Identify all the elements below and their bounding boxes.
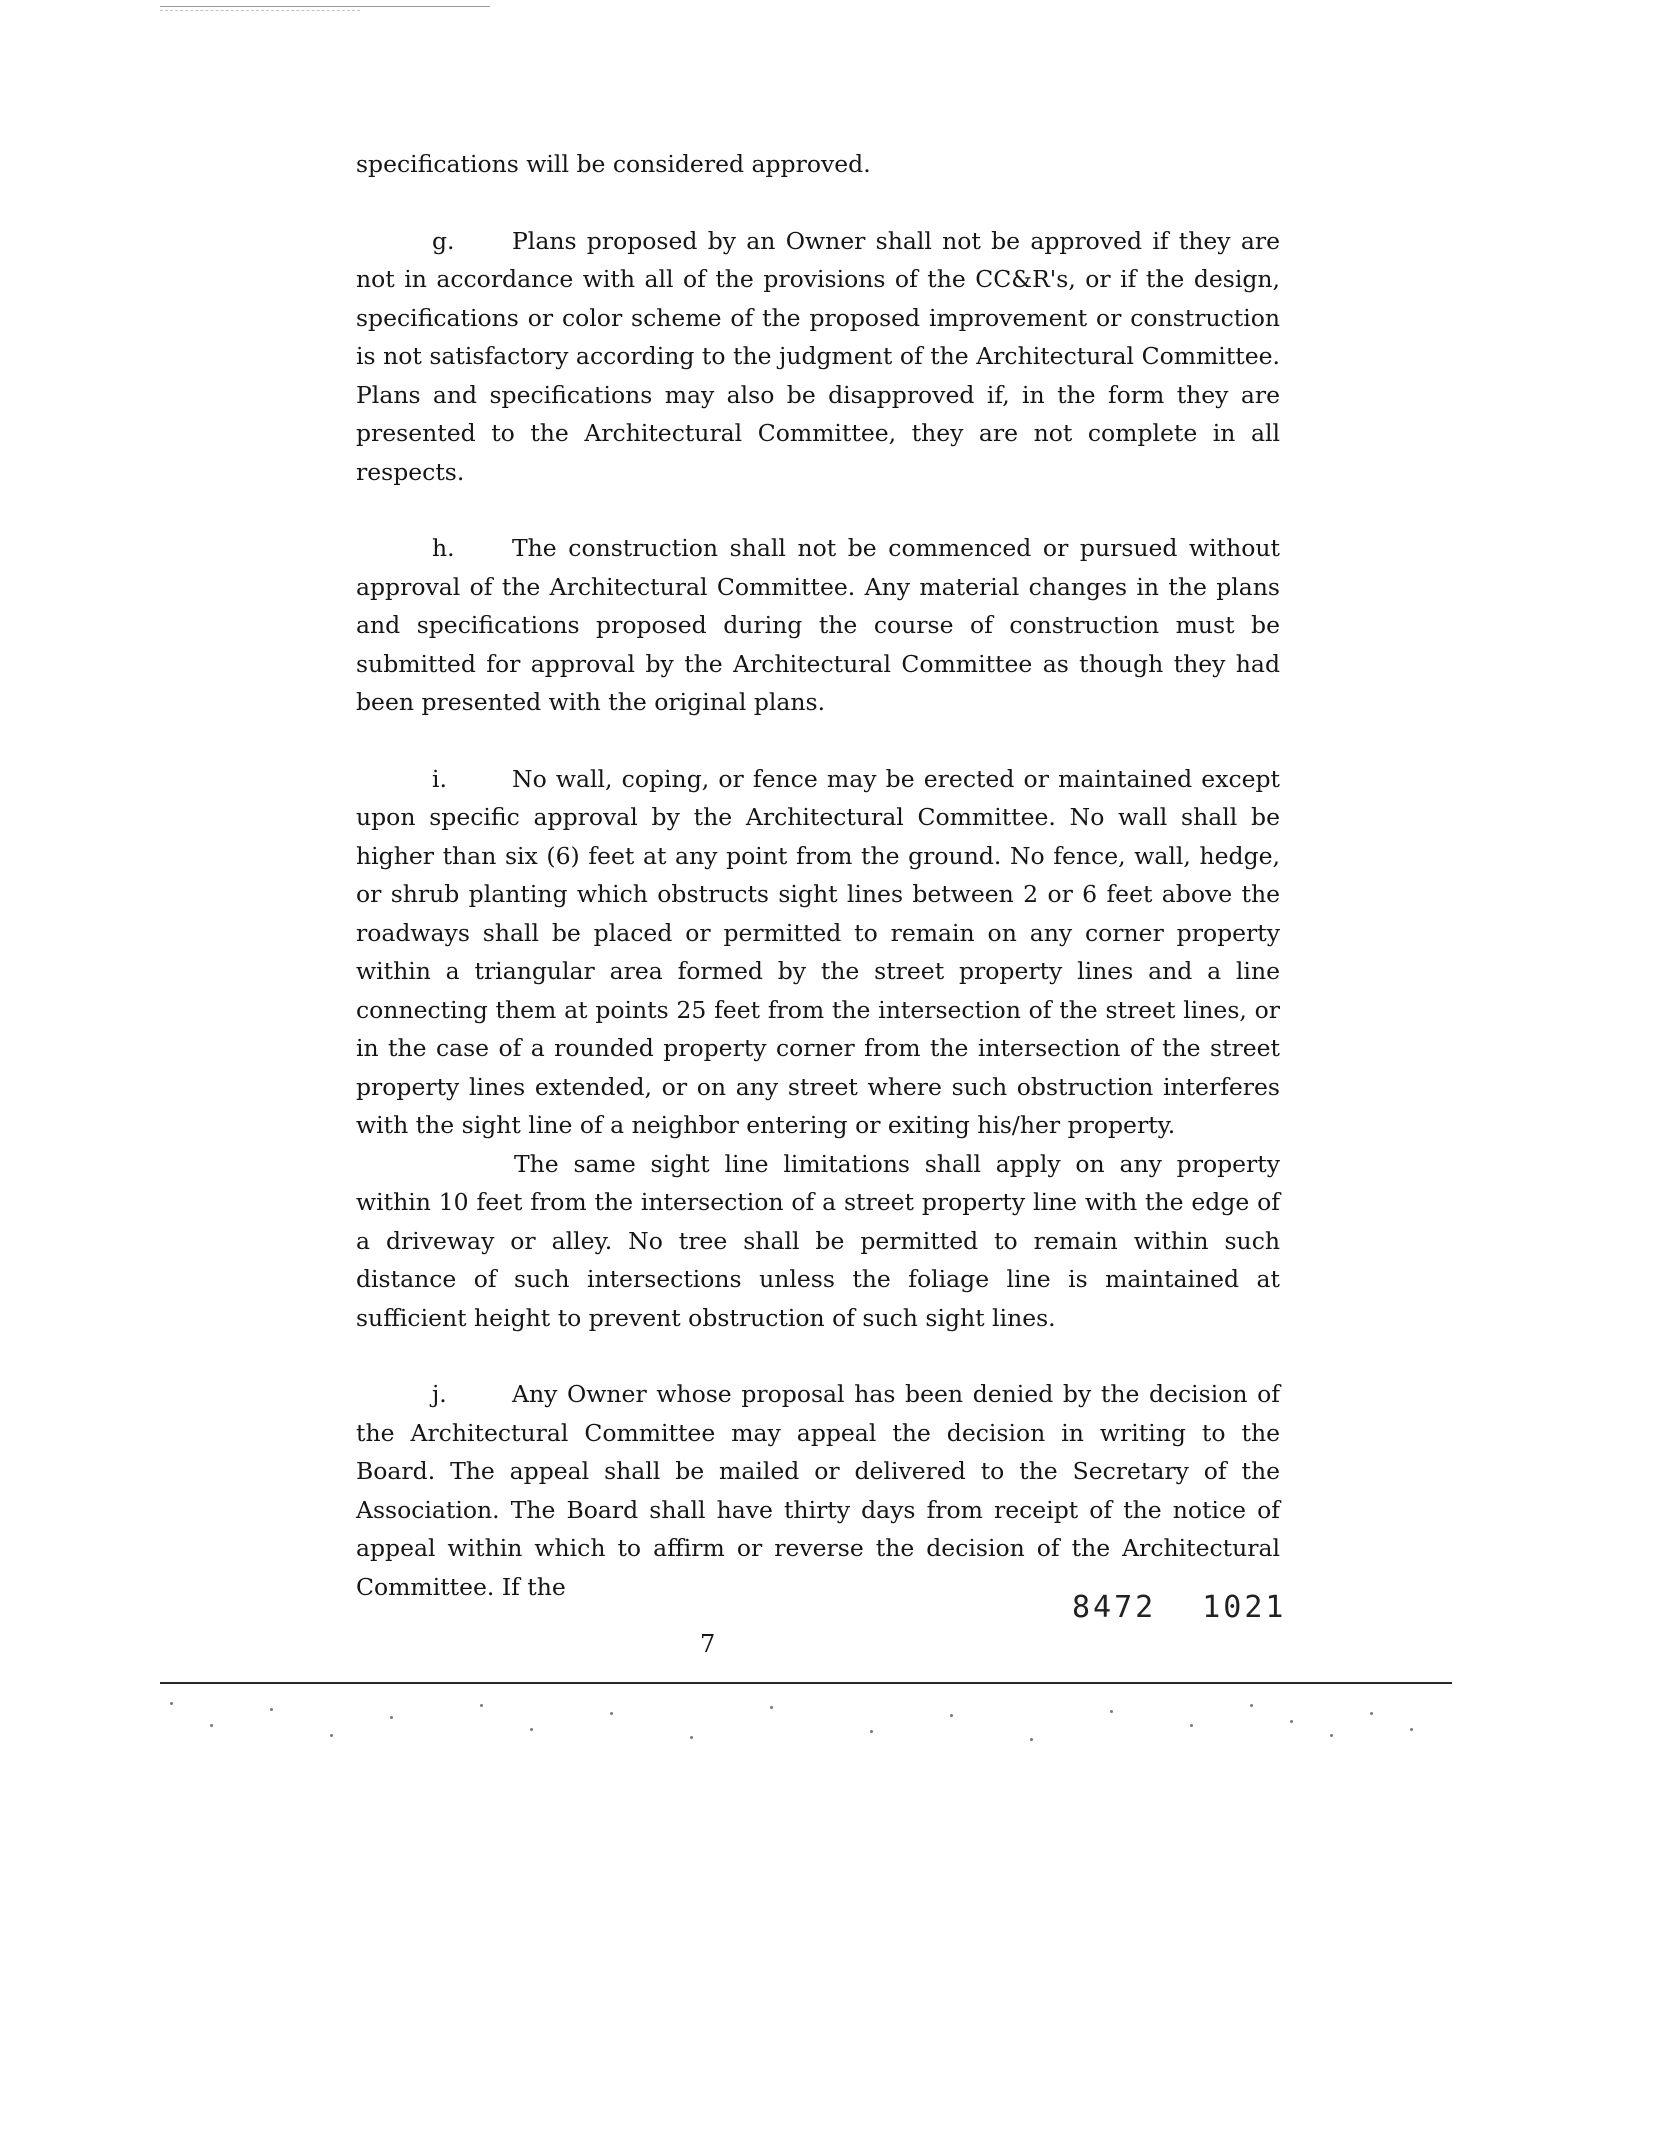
recording-book: 8472 [1072,1590,1157,1625]
scan-speck [330,1734,333,1737]
lead-line: specifications will be considered approved. [356,150,871,178]
page-number: 7 [700,1630,716,1658]
paragraph-g-label: g. [432,226,455,255]
paragraph-j-label: j. [432,1380,447,1408]
paragraph-h-text: The construction shall not be commenced or pursued without approval of the Architectural Committee. Any material changes in the plans and specifications proposed during the course of construction must be submitted for approval by the Architectural Committee as though they had been presented with the original plans. [356,534,1280,716]
scan-speck [1250,1704,1253,1707]
scan-speck [170,1702,173,1705]
recording-page: 1021 [1202,1590,1287,1625]
top-scan-line [160,6,490,7]
document-body [356,145,1280,1606]
scan-speck [1290,1720,1293,1723]
paragraph-i-label: i. [432,764,447,793]
scan-speck [1110,1710,1113,1713]
paragraph-g [356,222,1280,492]
scan-speck [390,1716,393,1719]
scan-speck [480,1704,483,1707]
scan-speck [1190,1724,1193,1727]
paragraph-h-label: h. [432,534,455,562]
paragraph-i-continuation: The same sight line limitations shall apply on any property within 10 feet from the intersection of a street property line with the edge of a driveway or alley. No tree shall be permitted to remain within such distance of such intersections unless the foliage line is maintained at sufficient height to prevent obstruction of such sight lines. [356,1149,1280,1332]
footer-rule [160,1682,1452,1684]
paragraph-j [356,1375,1280,1606]
scan-speck [530,1728,533,1731]
scan-speck [870,1730,873,1733]
paragraph-h [356,529,1280,722]
recording-reference [1072,1590,1287,1625]
paragraph-i-text: No wall, coping, or fence may be erected or maintained except upon specific approval by the Architectural Committee. No wall shall be higher than six (6) feet at any point from the ground. No fence, wall, hedge, or shrub planting which obstructs sight lines between 2 or 6 feet above the roadways shall be placed or permitted to remain on any corner property within a triangular area formed by the street property lines and a line connecting them at points 25 feet from the intersection of the street lines, or in the case of a rounded property corner from the intersection of the street property lines extended, or on any street where such obstruction interferes with the sight line of a neighbor entering or exiting his/her property. [356,764,1280,1139]
scan-speck [1370,1712,1373,1715]
scan-speck [210,1724,213,1727]
scan-speck [1410,1728,1413,1731]
scan-speck [270,1708,273,1711]
scan-speck [1330,1734,1333,1737]
scan-speck [690,1736,693,1739]
paragraph-g-text: Plans proposed by an Owner shall not be approved if they are not in accordance with all of the provisions of the CC&R's, or if the design, specifications or color scheme of the proposed improvement or construction is not satisfactory according to the judgment of the Architectural Committee. Plans and specifications may also be disapproved if, in the form they are presented to the Architectural Committee, they are not complete in all respects. [356,226,1280,486]
scan-speck [770,1706,773,1709]
scan-speck [1030,1738,1033,1741]
scan-speck [610,1712,613,1715]
scan-speck [950,1714,953,1717]
scan-noise-strip [150,1694,1450,1750]
paragraph-i [356,760,1280,1145]
paragraph-j-text: Any Owner whose proposal has been denied by the decision of the Architectural Committee may appeal the decision in writing to the Board. The appeal shall be mailed or delivered to the Secretary of the Association. The Board shall have thirty days from receipt of the notice of appeal within which to affirm or reverse the decision of the Architectural Committee. If the [356,1380,1280,1601]
top-scan-artifact [160,10,360,11]
